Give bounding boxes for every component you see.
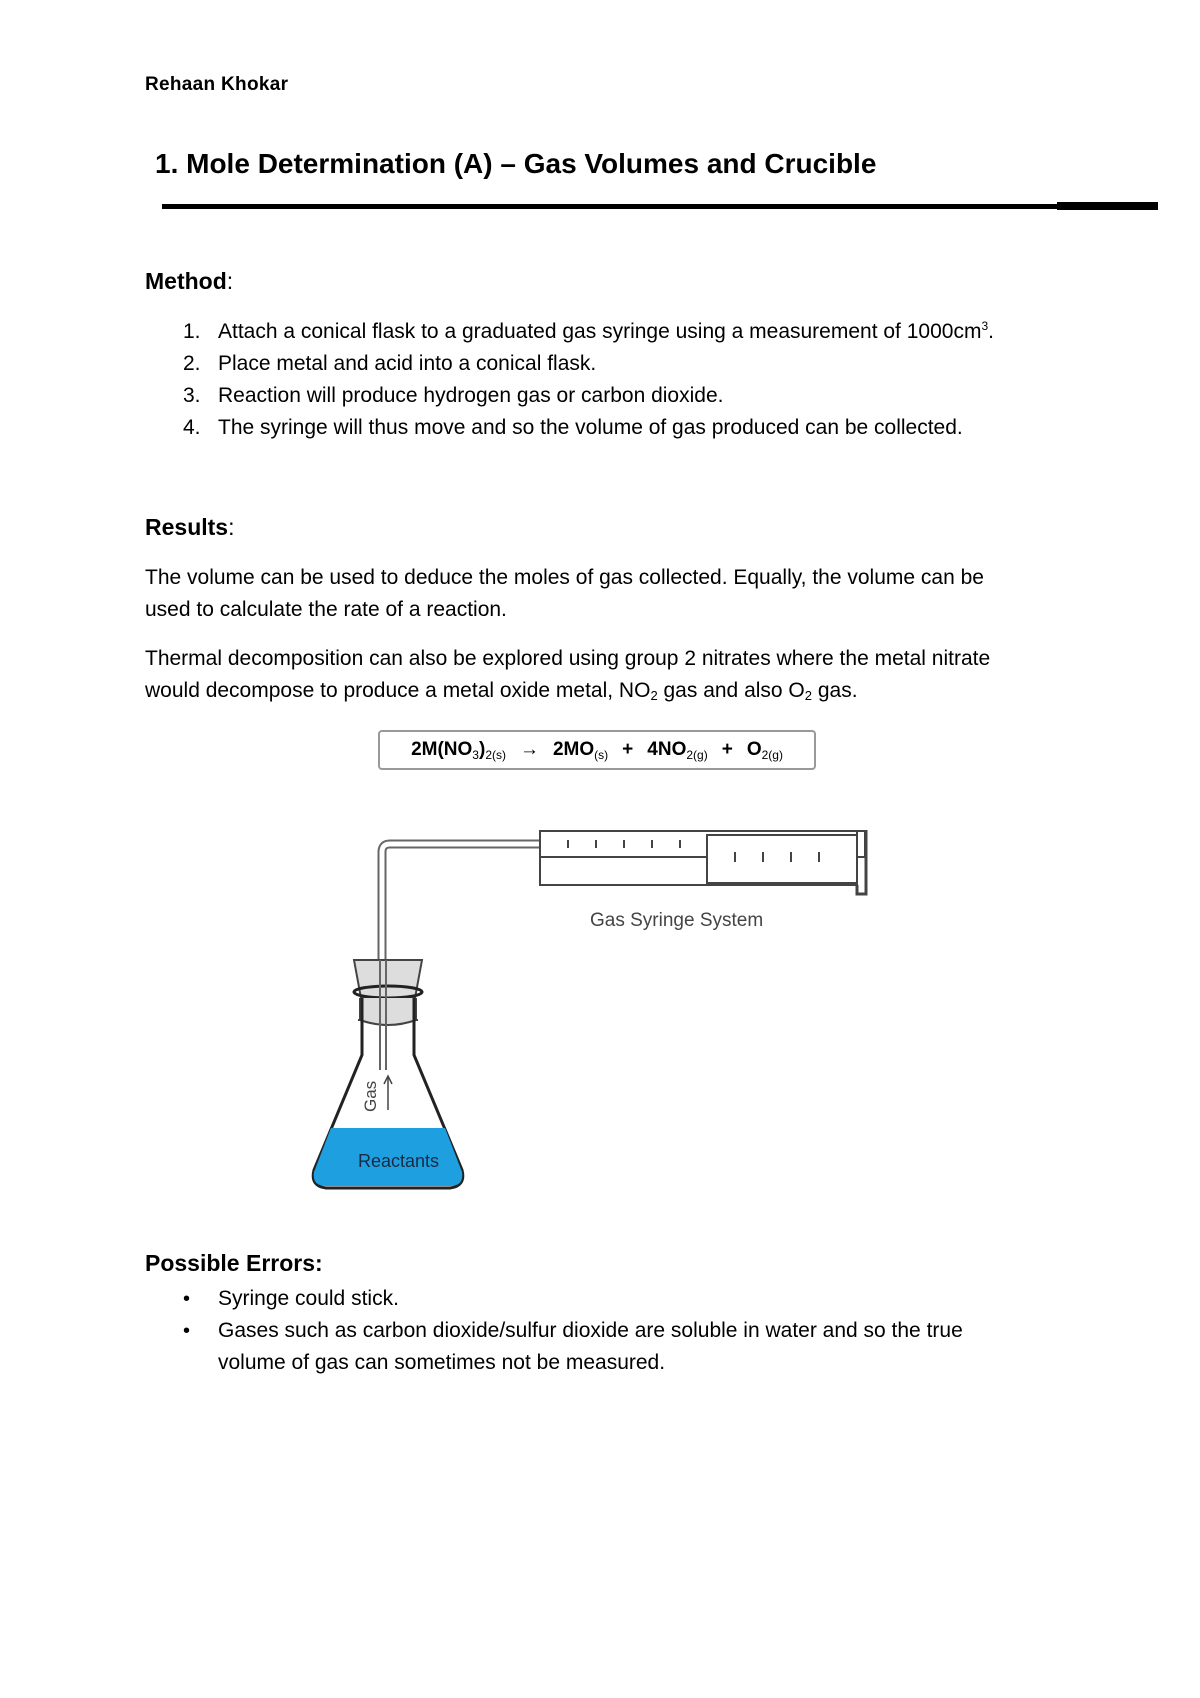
reactants-label: Reactants bbox=[358, 1151, 440, 1171]
results-paragraph-2: Thermal decomposition can also be explored using group 2 nitrates where the metal nitrate would decompose to produce a metal oxide metal, $NO_2$ gas and also $O_2$ gas. bbox=[145, 647, 991, 703]
list-item: 2. Place metal and acid into a conical flask. bbox=[183, 352, 597, 375]
results-heading: Results: bbox=[145, 514, 235, 540]
errors-list bbox=[145, 1283, 963, 1379]
product-term-3: $O_{2(g)}$ bbox=[746, 739, 783, 762]
title-underline-end bbox=[1057, 202, 1158, 210]
product-term-1: $2MO_{(s)}$ bbox=[552, 739, 609, 762]
chemical-equation bbox=[378, 730, 816, 770]
list-item: 3. Reaction will produce hydrogen gas or carbon dioxide. bbox=[183, 384, 724, 407]
delivery-tube bbox=[382, 844, 540, 960]
results-paragraph-1: The volume can be used to deduce the moles of gas collected. Equally, the volume can be used to calculate the rate of a reaction. bbox=[145, 566, 984, 621]
syringe-label: Gas Syringe System bbox=[590, 910, 764, 931]
product-term-2: $4NO_{2(g)}$ bbox=[647, 739, 708, 762]
gas-label: Gas bbox=[361, 1080, 380, 1112]
reactant-term: $2M(NO_3)_{2(s)}$ bbox=[411, 739, 506, 762]
author-name: Rehaan Khokar bbox=[145, 74, 289, 95]
errors-heading: Possible Errors: bbox=[145, 1250, 323, 1276]
page-title: 1. Mole Determination (A) – Gas Volumes and Crucible bbox=[155, 148, 877, 179]
plus-sign: + bbox=[622, 739, 634, 760]
stopper bbox=[354, 960, 422, 998]
list-item: • Syringe could stick. bbox=[183, 1287, 399, 1310]
method-steps-list bbox=[145, 316, 994, 444]
method-heading: Method: bbox=[145, 268, 234, 294]
list-item: 1. Attach a conical flask to a graduated gas syringe using a measurement of $1000cm^3$. bbox=[183, 319, 994, 343]
list-item: • Gases such as carbon dioxide/sulfur dioxide are soluble in water and so the true volume of gas can sometimes not be measured. bbox=[183, 1319, 963, 1374]
syringe-plunger bbox=[707, 835, 857, 883]
gas-syringe-diagram bbox=[300, 830, 880, 1200]
plus-sign: + bbox=[721, 739, 733, 760]
list-item: 4. The syringe will thus move and so the volume of gas produced can be collected. bbox=[183, 416, 963, 439]
title-underline bbox=[162, 204, 1057, 209]
reaction-arrow: → bbox=[519, 739, 539, 760]
